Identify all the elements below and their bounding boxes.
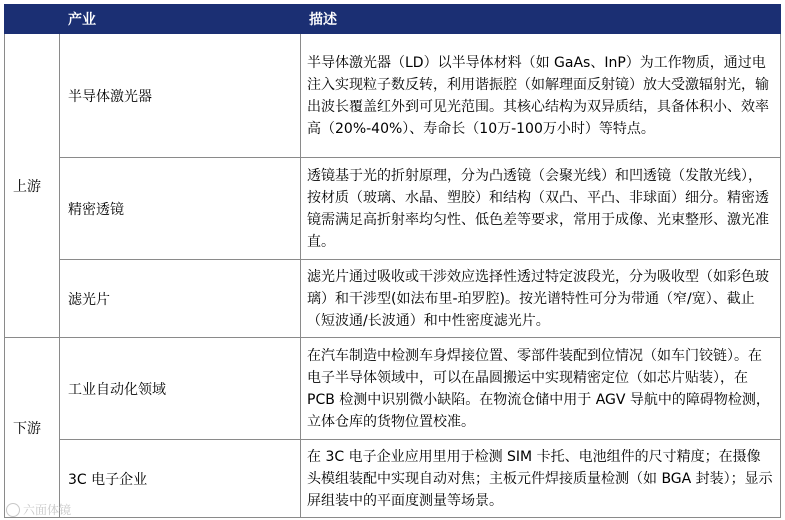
description-cell: 在 3C 电子企业应用里用于检测 SIM 卡托、电池组件的尺寸精度；在摄像头模组装配中实现自动对焦；主板元件焊接质量检测（如 BGA 封装）；显示屏组装中的平面度测量等场景。 — [301, 440, 781, 518]
industry-cell: 3C 电子企业 — [60, 440, 301, 518]
industry-cell: 工业自动化领域 — [60, 338, 301, 440]
description-cell: 在汽车制造中检测车身焊接位置、零部件装配到位情况（如车门铰链）。在电子半导体领域中，可以在晶圆搬运中实现精密定位（如芯片贴装），在 PCB 检测中识别微小缺陷。在物流仓储中用于 AGV 导航中的障碍物检测，立体仓库的货物位置校准。 — [301, 338, 781, 440]
table-row — [5, 34, 781, 158]
industry-cell: 滤光片 — [60, 260, 301, 338]
industry-cell: 精密透镜 — [60, 158, 301, 260]
header-industry: 产业 — [60, 5, 301, 34]
watermark-text: 六面体镜 — [23, 503, 72, 517]
watermark-logo-icon — [6, 503, 20, 517]
stage-downstream: 下游 — [5, 338, 60, 518]
description-cell: 滤光片通过吸收或干涉效应选择性透过特定波段光，分为吸收型（如彩色玻璃）和干涉型(如法布里-珀罗腔)。按光谱特性可分为带通（窄/宽）、截止（短波通/长波通）和中性密度滤光片。 — [301, 260, 781, 338]
description-cell: 透镜基于光的折射原理，分为凸透镜（会聚光线）和凹透镜（发散光线），按材质（玻璃、水晶、塑胶）和结构（双凸、平凸、非球面）细分。精密透镜需满足高折射率均匀性、低色差等要求，常用于成像、光束整形、激光准直。 — [301, 158, 781, 260]
table-header-row — [5, 5, 781, 34]
header-description: 描述 — [301, 5, 781, 34]
table-row — [5, 158, 781, 260]
header-stage — [5, 5, 60, 34]
watermark — [6, 501, 71, 518]
table-row — [5, 260, 781, 338]
table-row — [5, 440, 781, 518]
description-cell: 半导体激光器（LD）以半导体材料（如 GaAs、InP）为工作物质，通过电注入实现粒子数反转，利用谐振腔（如解理面反射镜）放大受激辐射光，输出波长覆盖红外到可见光范围。其核心结构为双异质结，具备体积小、效率高（20%-40%）、寿命长（10万-100万小时）等特点。 — [301, 34, 781, 158]
industry-cell: 半导体激光器 — [60, 34, 301, 158]
stage-upstream: 上游 — [5, 34, 60, 338]
industry-chain-table — [4, 4, 781, 518]
table-row — [5, 338, 781, 440]
